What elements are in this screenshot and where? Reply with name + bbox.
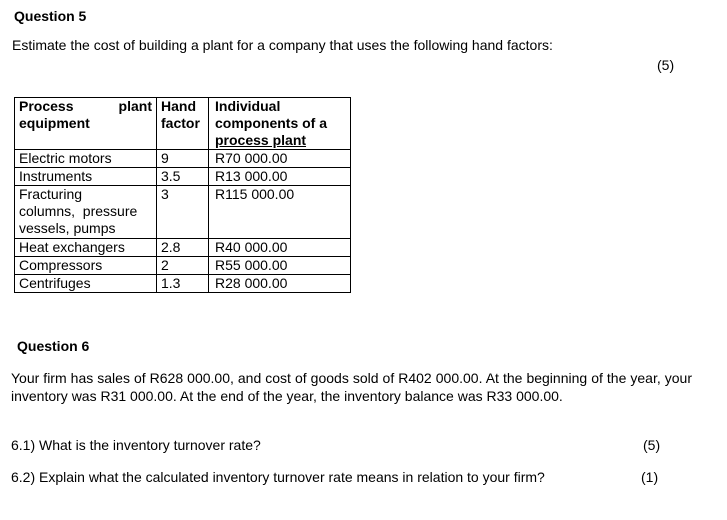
table-row <box>15 168 351 186</box>
equipment-line: vessels, pumps <box>19 220 116 236</box>
equipment-cell: Instruments <box>15 168 157 186</box>
equipment-cell <box>15 186 157 239</box>
cost-cell: R40 000.00 <box>209 239 351 257</box>
equipment-cell: Centrifuges <box>15 275 157 293</box>
table-row <box>15 239 351 257</box>
factor-cell: 2.8 <box>157 239 209 257</box>
factor-cell: 3 <box>157 186 209 239</box>
header-equipment-word2: plant <box>118 98 152 114</box>
equipment-cell: Compressors <box>15 257 157 275</box>
cost-cell: R70 000.00 <box>209 150 351 168</box>
header-factor-word: factor <box>161 115 200 131</box>
factor-cell: 2 <box>157 257 209 275</box>
equipment-cell: Heat exchangers <box>15 239 157 257</box>
header-component-cost <box>209 98 351 150</box>
cost-cell: R115 000.00 <box>209 186 351 239</box>
table-header-row <box>15 98 351 150</box>
factor-cell: 9 <box>157 150 209 168</box>
factor-cell: 1.3 <box>157 275 209 293</box>
hand-factor-table <box>14 97 351 293</box>
header-cost-line1: Individual <box>215 98 281 114</box>
header-cost-line2: components of a <box>215 115 328 131</box>
equipment-line: columns, pressure <box>19 203 138 219</box>
question-5-marks: (5) <box>657 57 675 73</box>
equipment-line: Fracturing <box>19 186 83 202</box>
header-equipment-word1: Process <box>19 98 74 114</box>
sub-question-6-1-marks: (5) <box>643 437 661 453</box>
table-row <box>15 275 351 293</box>
header-cost-line3: process plant <box>215 132 307 148</box>
sub-question-6-2: 6.2) Explain what the calculated inventory turnover rate means in relation to your firm? <box>11 469 545 485</box>
question-6-body: Your firm has sales of R628 000.00, and cost of goods sold of R402 000.00. At the beginning of the year, your inventory was R31 000.00. At the end of the year, the inventory balance was R33 000.00. <box>11 370 692 404</box>
header-hand-factor <box>157 98 209 150</box>
header-equipment-word3: equipment <box>19 115 90 131</box>
cost-cell: R13 000.00 <box>209 168 351 186</box>
sub-question-6-1: 6.1) What is the inventory turnover rate? <box>11 437 261 453</box>
header-equipment <box>15 98 157 150</box>
cost-cell: R55 000.00 <box>209 257 351 275</box>
cost-cell: R28 000.00 <box>209 275 351 293</box>
question-6-title: Question 6 <box>17 338 90 354</box>
equipment-cell: Electric motors <box>15 150 157 168</box>
question-5-title: Question 5 <box>14 8 87 24</box>
table-row <box>15 186 351 239</box>
table-row <box>15 257 351 275</box>
table-row <box>15 150 351 168</box>
factor-cell: 3.5 <box>157 168 209 186</box>
sub-question-6-2-marks: (1) <box>641 469 659 485</box>
header-hand-word: Hand <box>161 98 196 114</box>
question-5-prompt: Estimate the cost of building a plant for a company that uses the following hand factors: <box>12 37 553 53</box>
